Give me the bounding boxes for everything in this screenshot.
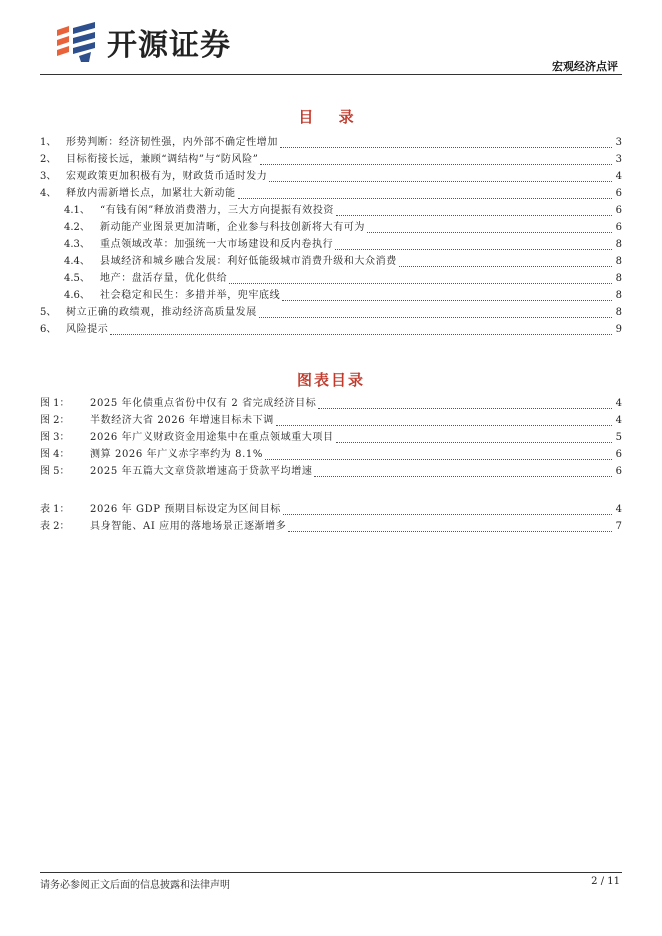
dot-leader [283,513,612,515]
table-entry[interactable] [40,501,622,518]
logo-mark-icon [53,20,103,64]
toc-entry[interactable] [40,151,622,168]
figure-entry-page: 6 [615,449,622,460]
figures-toc-title: 图表目录 [296,371,365,389]
dot-leader [367,231,612,233]
toc-entry-page: 8 [615,307,622,318]
figure-entry[interactable] [40,463,622,480]
dot-leader [288,530,612,532]
table-entry-number: 表 2： [40,521,70,532]
toc-entry-number: 1、 [40,137,57,148]
toc-entry-label: 形势判断：经济韧性强，内外部不确定性增加 [66,137,278,148]
table-of-contents [40,134,622,338]
toc-title: 目 录 [298,108,364,126]
toc-entry[interactable] [40,202,622,219]
toc-entry[interactable] [40,321,622,338]
toc-entry[interactable] [40,236,622,253]
toc-entry[interactable] [40,168,622,185]
toc-entry-number: 4.5、 [64,273,90,284]
page-number: 2 / 11 [591,876,620,887]
toc-entry-number: 2、 [40,154,57,165]
dot-leader [259,316,612,318]
toc-entry-label: 重点领域改革：加强统一大市场建设和反内卷执行 [100,239,334,250]
toc-entry[interactable] [40,219,622,236]
figure-list [40,395,622,480]
dot-leader [336,441,612,443]
figure-entry-label: 测算 2026 年广义赤字率约为 8.1% [90,449,263,460]
figure-entry-number: 图 1： [40,398,70,409]
toc-entry-page: 8 [615,239,622,250]
table-entry-number: 表 1： [40,504,70,515]
page-header [0,0,662,80]
table-entry-page: 7 [615,521,622,532]
dot-leader [318,407,612,409]
dot-leader [314,475,612,477]
table-entry-label: 2026 年 GDP 预期目标设定为区间目标 [90,504,281,515]
toc-entry-page: 8 [615,256,622,267]
figure-entry-number: 图 5： [40,466,70,477]
dot-leader [335,248,612,250]
toc-entry-page: 6 [615,222,622,233]
toc-entry-number: 3、 [40,171,57,182]
toc-entry[interactable] [40,134,622,151]
toc-entry-label: “有钱有闲”释放消费潜力，三大方向提振有效投资 [100,205,335,216]
toc-entry-label: 宏观政策更加积极有为，财政货币适时发力 [66,171,268,182]
figure-entry-label: 2026 年广义财政资金用途集中在重点领域重大项目 [90,432,334,443]
figure-entry-page: 6 [615,466,622,477]
figure-entry-label: 半数经济大省 2026 年增速目标未下调 [90,415,274,426]
toc-entry-number: 6、 [40,324,57,335]
dot-leader [269,180,612,182]
toc-entry-number: 4.3、 [64,239,90,250]
figure-entry[interactable] [40,412,622,429]
toc-entry[interactable] [40,287,622,304]
toc-entry-number: 4.2、 [64,222,90,233]
toc-entry-number: 4.1、 [64,205,90,216]
figure-entry-page: 5 [615,432,622,443]
toc-entry-label: 新动能产业图景更加清晰，企业参与科技创新将大有可为 [100,222,365,233]
dot-leader [282,299,612,301]
toc-entry-page: 6 [615,188,622,199]
toc-entry-page: 3 [615,154,622,165]
toc-entry-label: 释放内需新增长点，加紧壮大新动能 [66,188,236,199]
figure-entry-page: 4 [615,415,622,426]
dot-leader [229,282,612,284]
toc-entry-label: 社会稳定和民生：多措并举，兜牢底线 [100,290,281,301]
toc-entry-page: 4 [615,171,622,182]
logo-text: 开源证券 [107,28,231,63]
toc-entry-page: 9 [615,324,622,335]
toc-entry-page: 8 [615,290,622,301]
figure-entry-number: 图 2： [40,415,70,426]
footer-divider [40,872,622,873]
toc-entry-label: 地产：盘活存量，优化供给 [100,273,228,284]
toc-entry-page: 6 [615,205,622,216]
toc-entry-label: 风险提示 [66,324,109,335]
table-list [40,501,622,535]
figure-entry-label: 2025 年化债重点省份中仅有 2 省完成经济目标 [90,398,317,409]
report-category: 宏观经济点评 [552,60,618,73]
toc-entry-label: 树立正确的政绩观，推动经济高质量发展 [66,307,257,318]
toc-entry-number: 4.4、 [64,256,90,267]
table-entry-label: 具身智能、AI 应用的落地场景正逐渐增多 [90,521,287,532]
toc-entry[interactable] [40,253,622,270]
figure-entry[interactable] [40,395,622,412]
toc-entry[interactable] [40,270,622,287]
figure-entry-label: 2025 年五篇大文章贷款增速高于贷款平均增速 [90,466,313,477]
dot-leader [399,265,612,267]
toc-entry-label: 目标衔接长远，兼顾“调结构”与“防风险” [66,154,259,165]
toc-entry-page: 3 [615,137,622,148]
dot-leader [110,333,612,335]
dot-leader [265,458,612,460]
dot-leader [238,197,612,199]
table-entry-page: 4 [615,504,622,515]
footer-disclaimer: 请务必参阅正文后面的信息披露和法律声明 [40,880,230,891]
toc-entry-label: 县域经济和城乡融合发展：利好低能级城市消费升级和大众消费 [100,256,397,267]
figure-entry-page: 4 [615,398,622,409]
figure-entry[interactable] [40,446,622,463]
toc-entry[interactable] [40,304,622,321]
toc-entry[interactable] [40,185,622,202]
figure-entry-number: 图 3： [40,432,70,443]
dot-leader [280,146,612,148]
figure-entry[interactable] [40,429,622,446]
table-entry[interactable] [40,518,622,535]
company-logo [53,20,253,64]
figure-entry-number: 图 4： [40,449,70,460]
toc-entry-number: 4.6、 [64,290,90,301]
toc-entry-page: 8 [615,273,622,284]
dot-leader [336,214,612,216]
header-divider [40,74,622,75]
toc-entry-number: 5、 [40,307,57,318]
toc-entry-number: 4、 [40,188,57,199]
dot-leader [260,163,612,165]
dot-leader [276,424,612,426]
